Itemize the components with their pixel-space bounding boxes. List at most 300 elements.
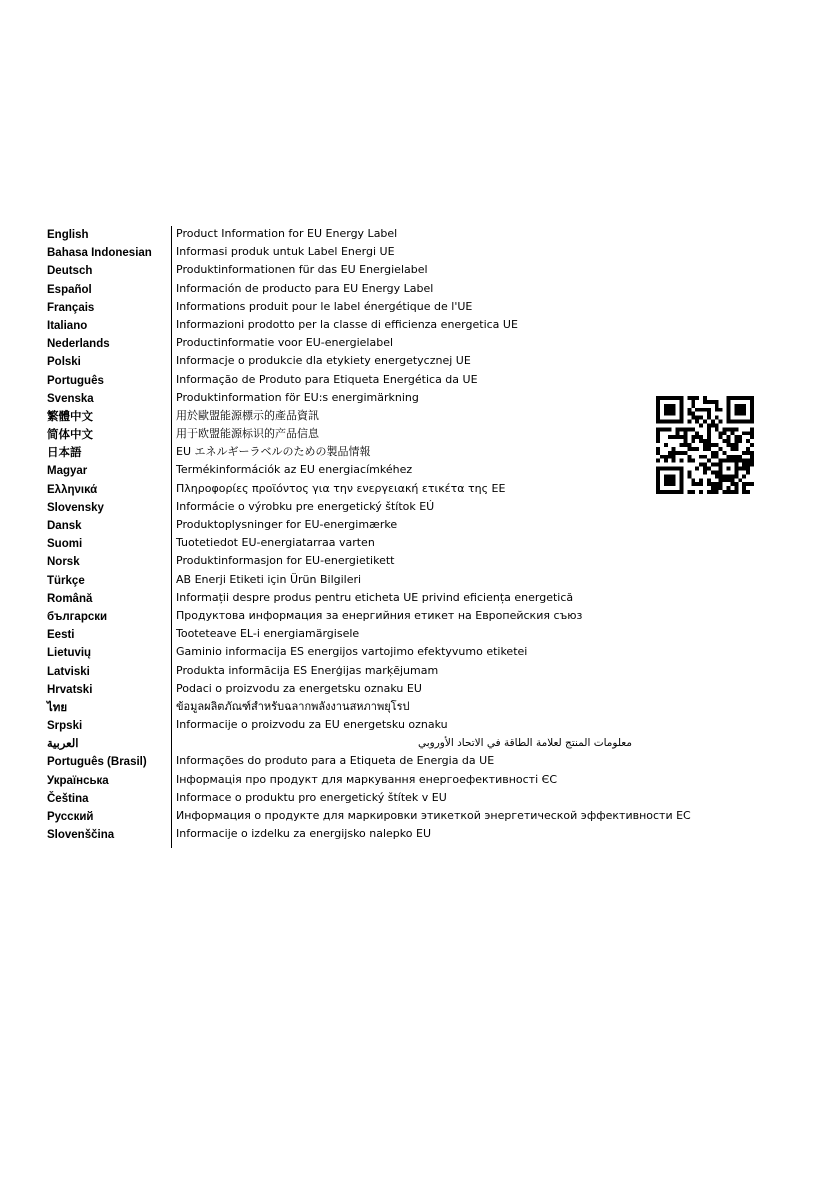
qr-module: [687, 427, 691, 431]
qr-module: [738, 420, 742, 424]
language-row: [47, 608, 647, 626]
qr-module: [719, 467, 723, 471]
qr-module: [676, 467, 680, 471]
qr-module: [660, 427, 664, 431]
qr-module: [730, 478, 734, 482]
qr-module: [656, 490, 660, 494]
qr-module: [750, 451, 754, 455]
qr-module: [715, 474, 719, 478]
qr-module: [742, 459, 746, 463]
product-information-text: Product Information for EU Energy Label: [176, 227, 398, 240]
language-row: [47, 281, 647, 299]
qr-module: [738, 439, 742, 443]
product-information-text: Informacije o izdelku za energijsko nalepko EU: [176, 827, 431, 841]
qr-module: [734, 490, 738, 494]
qr-module: [656, 400, 660, 404]
qr-module: [711, 470, 715, 474]
qr-module: [738, 467, 742, 471]
language-name: Русский: [47, 811, 94, 823]
qr-module: [727, 435, 731, 439]
qr-module: [683, 435, 687, 439]
qr-module: [680, 478, 684, 482]
qr-module: [746, 439, 750, 443]
qr-module: [680, 443, 684, 447]
language-name: Latviski: [47, 665, 90, 678]
product-information-text: Πληροφορίες προϊόντος για την ενεργειακή ετικέτα της ΕΕ: [176, 481, 506, 495]
qr-module: [656, 435, 660, 439]
qr-module: [691, 482, 695, 486]
qr-module: [660, 455, 664, 459]
qr-module: [668, 474, 672, 478]
qr-module: [727, 416, 731, 420]
qr-module: [711, 482, 715, 486]
qr-module: [723, 474, 727, 478]
qr-module: [703, 455, 707, 459]
product-information-text: معلومات المنتج لعلامة الطاقة في الاتحاد الأوروبي: [417, 737, 632, 750]
language-name: Türkçe: [47, 574, 85, 587]
qr-module: [687, 474, 691, 478]
qr-module: [746, 482, 750, 486]
qr-module: [680, 451, 684, 455]
qr-module: [727, 439, 731, 443]
qr-module: [727, 486, 731, 490]
qr-module: [723, 427, 727, 431]
language-name: Українська: [47, 774, 109, 787]
language-name: Suomi: [47, 538, 83, 551]
qr-module: [727, 396, 731, 400]
qr-module: [680, 427, 684, 431]
qr-module: [719, 408, 723, 412]
qr-module: [742, 396, 746, 400]
language-row: [47, 790, 647, 808]
language-name: Magyar: [47, 465, 88, 478]
language-row: [47, 499, 647, 517]
qr-module: [730, 482, 734, 486]
language-name: Slovensky: [47, 501, 104, 514]
product-information-text: Termékinformációk az EU energiacímkéhez: [176, 463, 413, 477]
qr-module: [742, 408, 746, 412]
product-information-text: Informasi produk untuk Label Energi UE: [176, 245, 395, 259]
qr-module: [734, 420, 738, 424]
qr-module: [699, 490, 703, 494]
qr-module: [672, 459, 676, 463]
qr-module: [656, 416, 660, 420]
product-information-text: Produkta informācija ES Enerģijas marķējumam: [176, 663, 439, 677]
qr-module: [711, 463, 715, 467]
language-row: [47, 826, 647, 844]
qr-module: [664, 404, 668, 408]
qr-module: [668, 412, 672, 416]
qr-module: [742, 482, 746, 486]
qr-module: [715, 490, 719, 494]
qr-module: [699, 408, 703, 412]
qr-module: [676, 396, 680, 400]
qr-module: [742, 486, 746, 490]
qr-module: [738, 435, 742, 439]
qr-module: [723, 478, 727, 482]
qr-module: [742, 404, 746, 408]
qr-module: [672, 435, 676, 439]
qr-module: [727, 443, 731, 447]
qr-module: [719, 478, 723, 482]
qr-module: [676, 420, 680, 424]
product-information-text: Informații despre produs pentru eticheta UE privind eficiența energetică: [176, 590, 574, 604]
language-row: [47, 244, 647, 262]
language-name: Čeština: [47, 792, 89, 805]
qr-module: [734, 455, 738, 459]
qr-module: [742, 490, 746, 494]
qr-module: [699, 463, 703, 467]
product-information-text: Productinformatie voor EU-energielabel: [176, 336, 394, 350]
product-information-text: Информация о продукте для маркировки этикеткой энергетической эффективности ЕС: [176, 809, 691, 822]
qr-module: [750, 482, 754, 486]
qr-module: [683, 443, 687, 447]
qr-module: [734, 482, 738, 486]
qr-module: [656, 427, 660, 431]
qr-module: [703, 400, 707, 404]
qr-module: [664, 490, 668, 494]
language-row: [47, 390, 647, 408]
language-name: Ελληνικά: [47, 483, 98, 496]
qr-module: [730, 443, 734, 447]
qr-module: [680, 412, 684, 416]
qr-module: [727, 467, 731, 471]
language-name: العربية: [47, 738, 79, 751]
product-information-text: 用於歐盟能源標示的產品資訊: [176, 408, 319, 422]
product-information-text: Informações do produto para a Etiqueta de Energia da UE: [176, 754, 495, 768]
qr-module: [734, 404, 738, 408]
product-information-text: 用于欧盟能源标识的产品信息: [176, 427, 319, 441]
qr-module: [656, 482, 660, 486]
qr-module: [691, 490, 695, 494]
qr-module: [695, 431, 699, 435]
product-information-text: Tooteteave EL-i energiamärgisele: [176, 627, 360, 641]
product-information-text: EU エネルギーラベルのための製品情報: [176, 445, 371, 459]
qr-module: [734, 447, 738, 451]
qr-module: [664, 408, 668, 412]
qr-module: [719, 459, 723, 463]
qr-module: [695, 396, 699, 400]
qr-module: [711, 486, 715, 490]
qr-module: [719, 482, 723, 486]
qr-module: [715, 443, 719, 447]
product-information-text: Información de producto para EU Energy Label: [176, 281, 434, 295]
qr-module: [656, 467, 660, 471]
language-name: English: [47, 229, 89, 241]
qr-module: [687, 447, 691, 451]
qr-module: [719, 474, 723, 478]
language-row: [47, 408, 647, 426]
qr-module: [730, 420, 734, 424]
qr-module: [691, 412, 695, 416]
language-name: Lietuvių: [47, 647, 92, 660]
qr-module: [687, 443, 691, 447]
qr-module: [656, 404, 660, 408]
product-information-text: Informations produit pour le label énergétique de l'UE: [176, 299, 473, 313]
qr-module: [742, 431, 746, 435]
qr-module: [715, 423, 719, 427]
qr-module: [695, 447, 699, 451]
qr-module: [742, 463, 746, 467]
qr-module: [734, 474, 738, 478]
language-row: [47, 772, 647, 790]
qr-module: [734, 427, 738, 431]
qr-module: [707, 423, 711, 427]
language-name: Norsk: [47, 556, 80, 569]
qr-module: [703, 420, 707, 424]
qr-module: [691, 400, 695, 404]
qr-module: [711, 423, 715, 427]
qr-module: [750, 400, 754, 404]
qr-module: [734, 412, 738, 416]
qr-module: [664, 420, 668, 424]
qr-module: [711, 443, 715, 447]
qr-module: [750, 404, 754, 408]
language-row: [47, 462, 647, 480]
qr-module: [707, 467, 711, 471]
qr-module: [715, 451, 719, 455]
qr-module: [703, 408, 707, 412]
qr-module: [711, 455, 715, 459]
qr-module: [711, 451, 715, 455]
product-information-text: Produktinformationen für das EU Energielabel: [176, 263, 428, 277]
qr-module: [723, 439, 727, 443]
language-name: Français: [47, 301, 95, 314]
language-name: Hrvatski: [47, 683, 93, 696]
qr-module: [734, 396, 738, 400]
qr-module: [672, 451, 676, 455]
qr-module: [680, 420, 684, 424]
qr-module: [750, 455, 754, 459]
product-information-text: Produktoplysninger for EU-energimærke: [176, 518, 398, 531]
qr-module: [750, 431, 754, 435]
language-table: [47, 226, 691, 844]
qr-module: [750, 427, 754, 431]
qr-module: [734, 486, 738, 490]
product-information-text: Produktinformation för EU:s energimärkning: [176, 390, 419, 404]
qr-module: [668, 455, 672, 459]
qr-module: [730, 459, 734, 463]
language-name: Polski: [47, 356, 81, 369]
qr-module: [668, 408, 672, 412]
qr-module: [742, 474, 746, 478]
qr-module: [676, 435, 680, 439]
language-row: [47, 572, 647, 590]
qr-module: [746, 490, 750, 494]
qr-module: [691, 404, 695, 408]
qr-module: [680, 459, 684, 463]
qr-module: [707, 427, 711, 431]
qr-module: [656, 447, 660, 451]
qr-module: [703, 470, 707, 474]
qr-module: [703, 463, 707, 467]
language-row: [47, 535, 647, 553]
qr-module: [719, 486, 723, 490]
qr-module: [703, 396, 707, 400]
qr-module: [734, 470, 738, 474]
qr-module: [707, 490, 711, 494]
qr-module: [664, 412, 668, 416]
qr-module: [664, 478, 668, 482]
qr-module: [723, 459, 727, 463]
qr-module: [687, 470, 691, 474]
qr-module: [687, 490, 691, 494]
qr-module: [750, 416, 754, 420]
qr-module: [723, 451, 727, 455]
qr-module: [664, 482, 668, 486]
qr-module: [734, 439, 738, 443]
qr-module: [668, 451, 672, 455]
language-row: [47, 735, 647, 753]
qr-module: [734, 459, 738, 463]
product-information-text: Informazioni prodotto per la classe di efficienza energetica UE: [176, 317, 518, 331]
product-information-text: ข้อมูลผลิตภัณฑ์สำหรับฉลากพลังงานสหภาพยุโรป: [176, 699, 410, 713]
qr-module: [727, 459, 731, 463]
qr-module: [707, 439, 711, 443]
qr-module: [738, 455, 742, 459]
product-information-text: Produktinformasjon for EU-energietikett: [176, 554, 395, 568]
language-name: Bahasa Indonesian: [47, 247, 152, 260]
language-name: Deutsch: [47, 265, 93, 278]
qr-module: [656, 470, 660, 474]
product-information-text: Informação de Produto para Etiqueta Energética da UE: [176, 372, 478, 386]
language-row: [47, 481, 647, 499]
qr-module: [703, 467, 707, 471]
qr-module: [727, 455, 731, 459]
qr-module: [730, 447, 734, 451]
qr-module: [668, 396, 672, 400]
qr-module: [730, 490, 734, 494]
language-name: Dansk: [47, 520, 82, 532]
qr-module: [691, 478, 695, 482]
qr-module: [734, 443, 738, 447]
qr-module: [672, 467, 676, 471]
qr-module: [680, 408, 684, 412]
language-name: Nederlands: [47, 338, 110, 351]
qr-module: [668, 420, 672, 424]
language-row: [47, 262, 647, 280]
qr-module: [672, 420, 676, 424]
qr-module: [656, 459, 660, 463]
qr-module: [664, 455, 668, 459]
qr-module: [715, 416, 719, 420]
qr-module: [680, 467, 684, 471]
qr-module: [699, 416, 703, 420]
language-row: [47, 626, 647, 644]
qr-module: [668, 467, 672, 471]
qr-module: [738, 478, 742, 482]
qr-module: [683, 439, 687, 443]
qr-module: [672, 447, 676, 451]
qr-module: [750, 463, 754, 467]
language-name: 繁體中文: [47, 410, 93, 423]
qr-module: [656, 474, 660, 478]
qr-module: [742, 467, 746, 471]
qr-module: [699, 439, 703, 443]
qr-module: [707, 400, 711, 404]
language-name: Italiano: [47, 319, 88, 332]
qr-module: [750, 420, 754, 424]
language-name: 简体中文: [47, 429, 93, 442]
qr-module: [695, 416, 699, 420]
qr-module: [719, 447, 723, 451]
language-row: [47, 299, 647, 317]
qr-module: [672, 455, 676, 459]
product-information-text: Informacje o produkcie dla etykiety energetycznej UE: [176, 354, 471, 368]
qr-module: [691, 439, 695, 443]
qr-module: [691, 416, 695, 420]
qr-module: [676, 431, 680, 435]
qr-module: [676, 427, 680, 431]
qr-module: [727, 400, 731, 404]
qr-module: [683, 431, 687, 435]
qr-code-icon: [656, 396, 754, 494]
qr-module: [680, 482, 684, 486]
qr-module: [746, 431, 750, 435]
qr-module: [746, 463, 750, 467]
qr-module: [683, 451, 687, 455]
qr-module: [727, 408, 731, 412]
qr-module: [715, 486, 719, 490]
qr-module: [715, 482, 719, 486]
language-row: [47, 590, 647, 608]
qr-module: [660, 490, 664, 494]
qr-module: [687, 396, 691, 400]
qr-module: [660, 396, 664, 400]
qr-module: [707, 435, 711, 439]
qr-module: [746, 467, 750, 471]
qr-module: [723, 431, 727, 435]
qr-module: [695, 467, 699, 471]
qr-module: [711, 400, 715, 404]
language-row: [47, 717, 647, 735]
language-name: Slovenščina: [47, 829, 115, 842]
qr-module: [695, 420, 699, 424]
qr-module: [727, 420, 731, 424]
qr-module: [672, 404, 676, 408]
qr-module: [703, 443, 707, 447]
language-name: Svenska: [47, 392, 94, 405]
product-information-text: Інформація про продукт для маркування енергоефективності ЄС: [176, 772, 557, 786]
qr-module: [707, 459, 711, 463]
qr-module: [699, 455, 703, 459]
qr-module: [727, 478, 731, 482]
product-information-text: Gaminio informacija ES energijos vartojimo efektyvumo etiketei: [176, 645, 528, 659]
qr-module: [664, 427, 668, 431]
qr-module: [668, 482, 672, 486]
qr-module: [672, 412, 676, 416]
qr-module: [656, 408, 660, 412]
qr-module: [699, 435, 703, 439]
qr-module: [683, 427, 687, 431]
language-row: [47, 444, 647, 462]
qr-module: [687, 455, 691, 459]
qr-module: [656, 486, 660, 490]
qr-module: [691, 459, 695, 463]
language-row: [47, 226, 647, 244]
product-information-text: Informace o produktu pro energetický štítek v EU: [176, 790, 447, 804]
qr-module: [727, 490, 731, 494]
qr-module: [672, 474, 676, 478]
qr-module: [676, 451, 680, 455]
language-name: Română: [47, 592, 93, 605]
qr-module: [668, 404, 672, 408]
qr-module: [664, 467, 668, 471]
qr-module: [727, 474, 731, 478]
qr-module: [730, 396, 734, 400]
language-row: [47, 517, 647, 535]
qr-module: [719, 463, 723, 467]
